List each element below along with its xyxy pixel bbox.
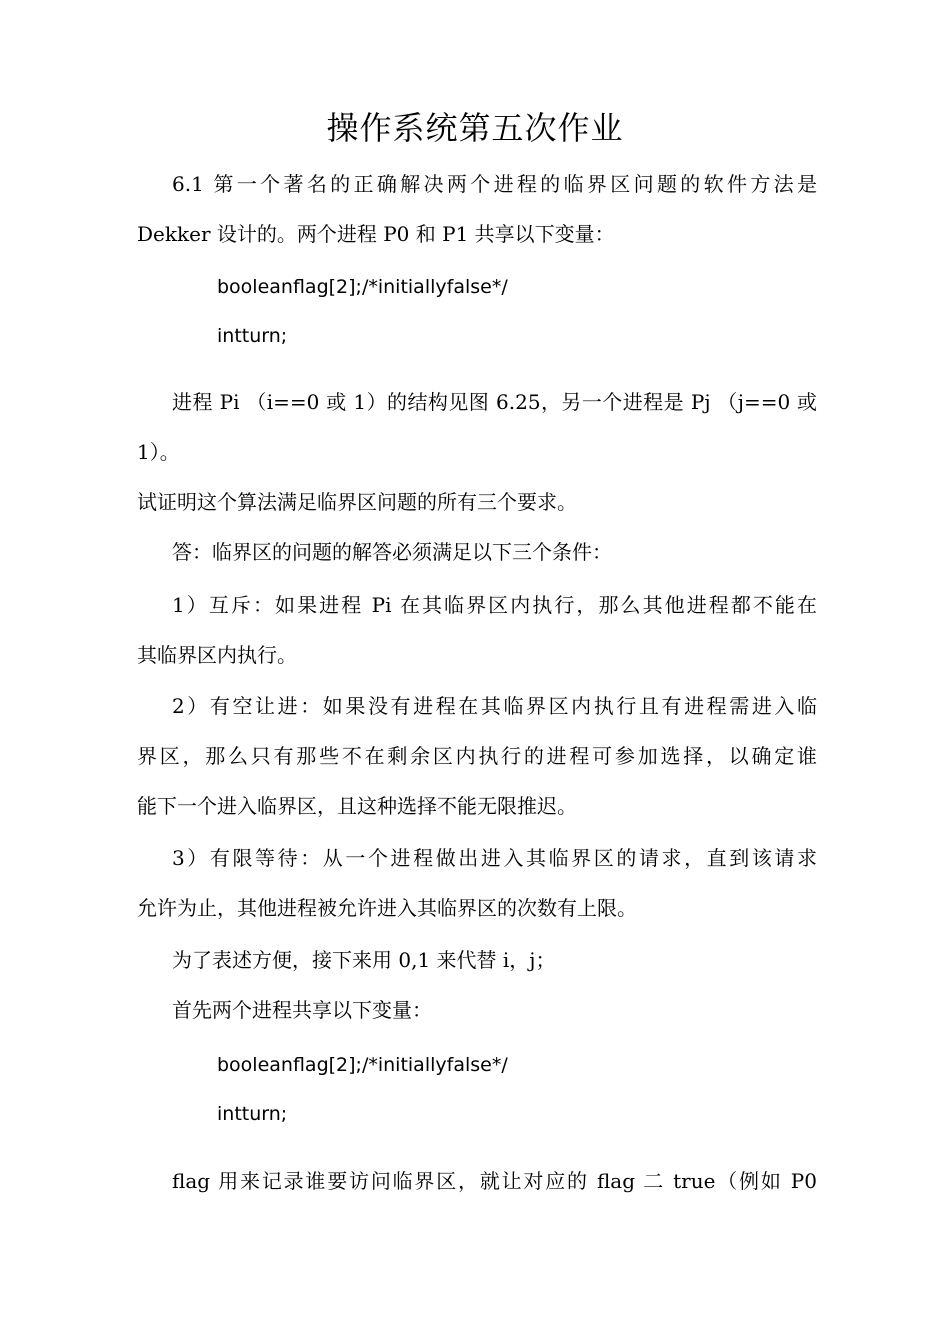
paragraph-line: 1）互斥：如果进程 Pi 在其临界区内执行，那么其他进程都不能在 [172, 593, 817, 617]
paragraph-line: 试证明这个算法满足临界区问题的所有三个要求。 [137, 490, 577, 514]
paragraph-line: 为了表述方便，接下来用 0,1 来代替 i，j； [172, 948, 556, 972]
paragraph-line: Dekker 设计的。两个进程 P0 和 P1 共享以下变量： [137, 222, 615, 246]
document-title: 操作系统第五次作业 [326, 109, 624, 147]
paragraph-line: 能下一个进入临界区，且这种选择不能无限推迟。 [137, 794, 577, 818]
code-line: intturn; [217, 325, 288, 347]
code-line: booleanflag[2];/*initiallyfalse*/ [217, 1054, 508, 1076]
paragraph-line: 2）有空让进：如果没有进程在其临界区内执行且有进程需进入临 [172, 694, 817, 718]
paragraph-line: 首先两个进程共享以下变量： [172, 998, 432, 1022]
paragraph-line: 3）有限等待：从一个进程做出进入其临界区的请求，直到该请求 [172, 846, 817, 870]
paragraph-line: 6.1 第一个著名的正确解决两个进程的临界区问题的软件方法是 [172, 172, 817, 196]
paragraph-line: 答：临界区的问题的解答必须满足以下三个条件： [172, 540, 612, 564]
code-line: intturn; [217, 1103, 288, 1125]
paragraph-line: 1）。 [137, 440, 180, 464]
paragraph-line: 允许为止，其他进程被允许进入其临界区的次数有上限。 [137, 896, 637, 920]
paragraph-line: 进程 Pi （i==0 或 1）的结构见图 6.25，另一个进程是 Pj （j==0 或 [172, 390, 817, 414]
paragraph-line: 其临界区内执行。 [137, 643, 297, 667]
code-line: booleanflag[2];/*initiallyfalse*/ [217, 276, 508, 298]
paragraph-line: flag 用来记录谁要访问临界区，就让对应的 flag 二 true（例如 P0 [172, 1169, 817, 1193]
paragraph-line: 界区，那么只有那些不在剩余区内执行的进程可参加选择，以确定谁 [137, 744, 817, 768]
